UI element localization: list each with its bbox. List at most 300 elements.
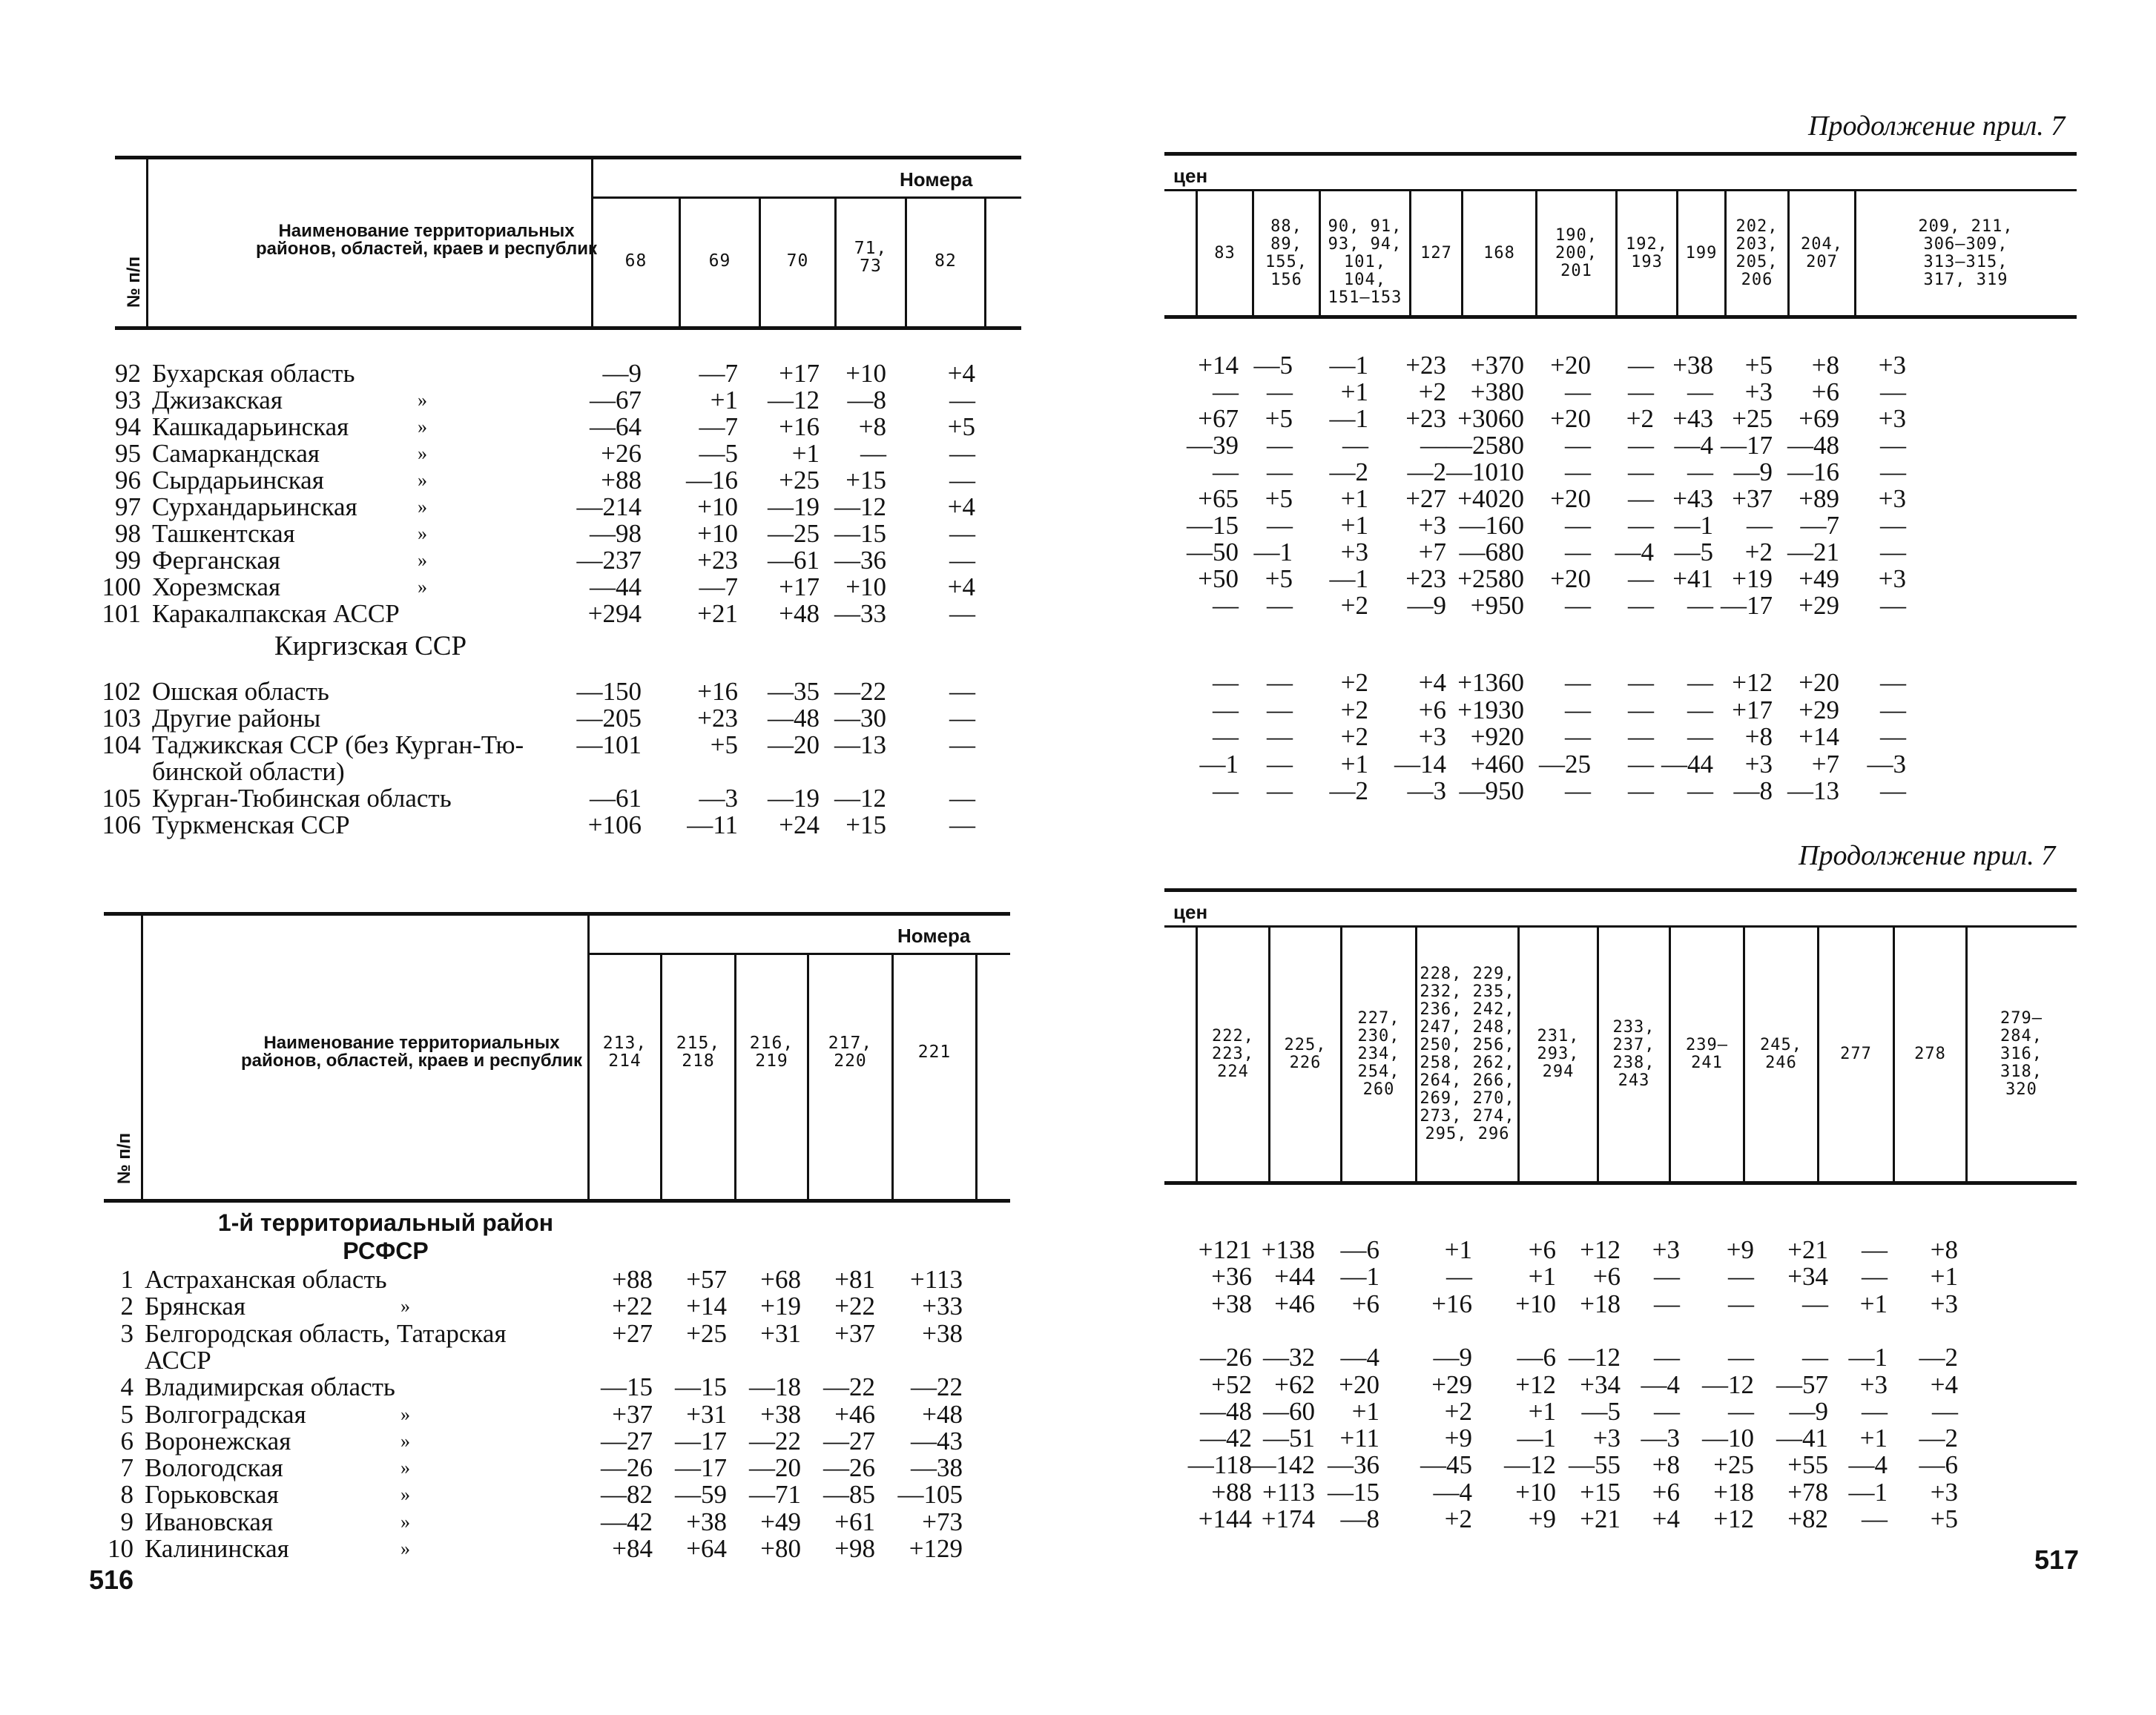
col-header: 83 xyxy=(1214,243,1236,262)
row-number: 5 xyxy=(120,1399,133,1429)
table-row xyxy=(104,1401,1010,1428)
value-cell: +15 xyxy=(845,466,886,495)
table-row xyxy=(104,1481,1010,1508)
value-cell: —160 xyxy=(1459,511,1524,540)
right-bottom-header xyxy=(1164,888,2077,1185)
value-cell: +4020 xyxy=(1457,484,1524,513)
row-number: 8 xyxy=(120,1480,133,1510)
ditto-mark: » xyxy=(400,1403,410,1425)
region-name: Ивановская xyxy=(145,1507,274,1536)
value-cell: —214 xyxy=(576,492,642,521)
value-cell: +3 xyxy=(1878,484,1906,513)
value-cell: +3 xyxy=(1340,538,1368,566)
value-cell: —1 xyxy=(1253,538,1293,566)
value-cell: — xyxy=(949,784,975,813)
value-cell: — xyxy=(1267,749,1293,779)
value-cell: —15 xyxy=(1187,511,1239,540)
value-cell: +380 xyxy=(1470,377,1524,406)
value-cell: +12 xyxy=(1580,1235,1621,1264)
value-cell: +9 xyxy=(1528,1504,1556,1533)
value-cell: — xyxy=(949,466,975,495)
section-title: Киргизская ССР xyxy=(274,631,467,661)
value-cell: —48 xyxy=(1787,431,1839,460)
value-cell: +52 xyxy=(1211,1369,1252,1399)
region-name: Каракалпакская АССР xyxy=(152,599,400,628)
row-number: 10 xyxy=(108,1534,133,1563)
table-row xyxy=(1164,1344,2077,1371)
value-cell: +25 xyxy=(1732,404,1773,433)
value-cell: +1 xyxy=(791,439,820,468)
row-number: 92 xyxy=(115,359,141,388)
table-row xyxy=(115,414,1021,440)
value-cell: —9 xyxy=(602,359,642,388)
value-cell: — xyxy=(1687,457,1713,486)
value-cell: —9 xyxy=(1407,591,1446,620)
value-cell: +4 xyxy=(947,572,975,601)
value-cell: — xyxy=(1862,1235,1888,1264)
col-header: 82 xyxy=(934,251,957,271)
value-cell: +27 xyxy=(1405,484,1446,513)
value-cell: —61 xyxy=(590,784,642,813)
value-cell: +21 xyxy=(1580,1504,1621,1533)
value-cell: +6 xyxy=(1592,1262,1621,1292)
value-cell: +36 xyxy=(1211,1262,1252,1292)
col-header: 277 xyxy=(1840,1045,1872,1063)
value-cell: +7 xyxy=(1418,538,1446,566)
value-cell: +49 xyxy=(760,1507,801,1536)
table-row xyxy=(104,1347,1010,1374)
value-cell: +113 xyxy=(1262,1477,1315,1507)
region-name: Курган-Тюбинская область xyxy=(152,784,452,813)
value-cell: —4 xyxy=(1674,431,1713,460)
table-row xyxy=(102,704,1021,733)
value-cell: —15 xyxy=(834,519,886,548)
value-cell: — xyxy=(1628,749,1654,779)
value-cell: —2 xyxy=(1919,1343,1958,1372)
value-cell: —36 xyxy=(1328,1450,1379,1480)
value-cell: +1930 xyxy=(1457,695,1524,724)
value-cell: +6 xyxy=(1351,1289,1379,1318)
value-cell: —50 xyxy=(1187,538,1239,566)
table-row xyxy=(1164,1369,2077,1399)
value-cell: — xyxy=(949,677,975,706)
value-cell: —35 xyxy=(768,677,820,706)
value-cell: —150 xyxy=(576,677,642,706)
value-cell: +17 xyxy=(1732,695,1773,724)
value-cell: +23 xyxy=(697,704,738,733)
value-cell: — xyxy=(1687,695,1713,724)
value-cell: —12 xyxy=(1702,1369,1754,1399)
value-cell: —10 xyxy=(1702,1424,1754,1453)
value-cell: —26 xyxy=(823,1453,875,1483)
ditto-mark: » xyxy=(400,1430,410,1452)
value-cell: +50 xyxy=(1198,564,1239,593)
value-cell: +2 xyxy=(1340,591,1368,620)
value-cell: —205 xyxy=(576,704,642,733)
value-cell: —1010 xyxy=(1446,457,1524,486)
value-cell: —9 xyxy=(1789,1396,1828,1426)
region-name: АССР xyxy=(145,1345,211,1375)
value-cell: +3 xyxy=(1652,1235,1680,1264)
value-cell: —22 xyxy=(823,1372,875,1402)
table-row xyxy=(115,759,1021,785)
value-cell: — xyxy=(1628,511,1654,540)
value-cell: +5 xyxy=(710,730,738,759)
col-header: 199 xyxy=(1685,243,1718,262)
col-header: 202, 203, 205, 206 xyxy=(1735,217,1778,289)
value-cell: — xyxy=(1862,1262,1888,1292)
table-row xyxy=(1164,1291,2077,1318)
value-cell: — xyxy=(1862,1396,1888,1426)
value-cell: —44 xyxy=(590,572,642,601)
value-cell: —27 xyxy=(823,1426,875,1455)
value-cell: —4 xyxy=(1340,1343,1379,1372)
value-cell: —3 xyxy=(1641,1424,1680,1453)
col-header: 228, 229, 232, 235, 236, 242, 247, 248, 250, 256, 258, 262, 264, 266, 269, 270, 273, 274, 295, 296 xyxy=(1420,965,1515,1143)
table-row xyxy=(115,547,1021,574)
value-cell: —1 xyxy=(1329,404,1368,433)
value-cell: — xyxy=(1880,668,1906,697)
value-cell: —7 xyxy=(699,412,738,441)
value-cell: —98 xyxy=(590,519,642,548)
value-cell: +38 xyxy=(922,1318,963,1348)
table-row xyxy=(102,599,1021,628)
value-cell: — xyxy=(1565,722,1591,751)
value-cell: — xyxy=(1802,1343,1828,1372)
value-cell: — xyxy=(1880,457,1906,486)
value-cell: — xyxy=(949,519,975,548)
value-cell: —55 xyxy=(1569,1450,1621,1480)
value-cell: +49 xyxy=(1799,564,1839,593)
region-name: Сырдарьинская xyxy=(152,466,324,495)
value-cell: +2580 xyxy=(1457,564,1524,593)
value-cell: +14 xyxy=(686,1292,727,1321)
value-cell: +73 xyxy=(922,1507,963,1536)
value-cell: +25 xyxy=(779,466,820,495)
table-row xyxy=(1164,432,2077,459)
value-cell: — xyxy=(949,546,975,575)
col-header: 278 xyxy=(1914,1045,1946,1063)
ditto-mark: » xyxy=(418,389,427,411)
table-row xyxy=(104,1536,1010,1562)
col-header: 215, 218 xyxy=(676,1034,721,1071)
value-cell: +34 xyxy=(1580,1369,1621,1399)
value-cell: —36 xyxy=(834,546,886,575)
table-row xyxy=(1164,486,2077,512)
value-cell: +920 xyxy=(1470,722,1524,751)
col-header: 213, 214 xyxy=(602,1034,647,1071)
value-cell: — xyxy=(1628,776,1654,805)
value-cell: +8 xyxy=(1930,1235,1958,1264)
value-cell: — xyxy=(1267,668,1293,697)
value-cell: +1 xyxy=(1351,1396,1379,1426)
value-cell: +4 xyxy=(947,492,975,521)
value-cell: +20 xyxy=(1339,1369,1379,1399)
value-cell: — xyxy=(1565,668,1591,697)
value-cell: —1 xyxy=(1848,1343,1888,1372)
left-bottom-header xyxy=(104,912,1010,1203)
col-header: 216, 219 xyxy=(749,1034,794,1071)
value-cell: +4 xyxy=(947,359,975,388)
value-cell: —1 xyxy=(1674,511,1713,540)
value-cell: — xyxy=(1267,776,1293,805)
value-cell: —39 xyxy=(1187,431,1239,460)
value-cell: — xyxy=(1446,1262,1472,1292)
value-cell: +22 xyxy=(612,1292,653,1321)
value-cell: —680 xyxy=(1459,538,1524,566)
region-name: Ошская область xyxy=(152,677,329,706)
value-cell: — xyxy=(1267,431,1293,460)
col-header: 127 xyxy=(1420,243,1452,262)
value-cell: +14 xyxy=(1198,351,1239,380)
value-cell: +98 xyxy=(834,1534,875,1563)
value-cell: +17 xyxy=(779,572,820,601)
row-number: 96 xyxy=(115,466,141,495)
value-cell: —22 xyxy=(834,677,886,706)
value-cell: +950 xyxy=(1470,591,1524,620)
value-cell: —27 xyxy=(601,1426,653,1455)
value-cell: +1 xyxy=(1859,1289,1888,1318)
value-cell: —4 xyxy=(1615,538,1654,566)
table-row xyxy=(1164,1398,2077,1425)
ditto-mark: » xyxy=(418,549,427,571)
ditto-mark: » xyxy=(418,469,427,491)
table-row xyxy=(1164,1479,2077,1506)
value-cell: +34 xyxy=(1787,1262,1828,1292)
value-cell: +5 xyxy=(947,412,975,441)
row-number: 9 xyxy=(120,1507,133,1536)
value-cell: +2 xyxy=(1444,1504,1472,1533)
value-cell: —25 xyxy=(1539,749,1591,779)
value-cell: +3060 xyxy=(1457,404,1524,433)
value-cell: —4 xyxy=(1433,1477,1472,1507)
page-number: 516 xyxy=(89,1564,134,1595)
table-row xyxy=(1164,379,2077,406)
value-cell: +6 xyxy=(1528,1235,1556,1264)
value-cell: +3 xyxy=(1592,1424,1621,1453)
table-row xyxy=(1164,406,2077,432)
group-header-nomera: Номера xyxy=(900,168,973,191)
value-cell: +78 xyxy=(1787,1477,1828,1507)
value-cell: +6 xyxy=(1418,695,1446,724)
value-cell: +20 xyxy=(1550,484,1591,513)
value-cell: —7 xyxy=(1800,511,1839,540)
value-cell: — xyxy=(1880,538,1906,566)
value-cell: +1 xyxy=(1340,511,1368,540)
value-cell: — xyxy=(1728,1343,1754,1372)
col-header: 222, 223, 224 xyxy=(1212,1027,1254,1081)
table-row xyxy=(104,1455,1010,1481)
value-cell: —3 xyxy=(1407,776,1446,805)
right-bottom-table xyxy=(1164,888,2077,1556)
value-cell: +84 xyxy=(612,1534,653,1563)
ditto-mark: » xyxy=(418,523,427,544)
value-cell: +16 xyxy=(1431,1289,1472,1318)
ditto-mark: » xyxy=(400,1484,410,1506)
col-header: 231, 293, 294 xyxy=(1537,1027,1580,1081)
value-cell: +1360 xyxy=(1457,668,1524,697)
npp-header: № п/п xyxy=(114,1132,134,1184)
value-cell: +4 xyxy=(1418,668,1446,697)
value-cell: —2 xyxy=(1329,776,1368,805)
col-header: 168 xyxy=(1483,243,1515,262)
value-cell: +3 xyxy=(1744,377,1773,406)
value-cell: —6 xyxy=(1340,1235,1379,1264)
value-cell: +46 xyxy=(834,1399,875,1429)
value-cell: +81 xyxy=(834,1265,875,1294)
right-top-table xyxy=(1164,152,2077,849)
value-cell: +113 xyxy=(910,1265,963,1294)
value-cell: — xyxy=(1880,431,1906,460)
value-cell: —16 xyxy=(686,466,738,495)
value-cell: +3 xyxy=(1859,1369,1888,1399)
value-cell: —2 xyxy=(1407,457,1446,486)
value-cell: +37 xyxy=(834,1318,875,1348)
value-cell: +10 xyxy=(1515,1289,1556,1318)
value-cell: —32 xyxy=(1263,1343,1315,1372)
value-cell: —8 xyxy=(847,386,886,414)
value-cell: +2 xyxy=(1340,668,1368,697)
value-cell: —118 xyxy=(1187,1450,1252,1480)
region-name: Воронежская xyxy=(145,1426,291,1455)
value-cell: — xyxy=(1880,722,1906,751)
value-cell: —61 xyxy=(768,546,820,575)
value-cell: +9 xyxy=(1444,1424,1472,1453)
value-cell: — xyxy=(1565,457,1591,486)
value-cell: —142 xyxy=(1250,1450,1315,1480)
row-number: 106 xyxy=(102,810,141,839)
value-cell: — xyxy=(1565,431,1591,460)
value-cell: — xyxy=(1728,1396,1754,1426)
table-row xyxy=(1164,512,2077,539)
value-cell: +14 xyxy=(1799,722,1839,751)
value-cell: +2 xyxy=(1418,377,1446,406)
region-name: Хорезмская xyxy=(152,572,281,601)
value-cell: +8 xyxy=(1652,1450,1680,1480)
value-cell: — xyxy=(1880,776,1906,805)
value-cell: —44 xyxy=(1661,749,1713,779)
value-cell: +23 xyxy=(1405,564,1446,593)
region-name: Горьковская xyxy=(145,1480,279,1510)
group-header-nomera: Номера xyxy=(897,925,971,947)
value-cell: — xyxy=(1420,431,1446,460)
value-cell: +37 xyxy=(1732,484,1773,513)
value-cell: — xyxy=(1213,668,1239,697)
value-cell: — xyxy=(1213,695,1239,724)
value-cell: —71 xyxy=(749,1480,801,1510)
value-cell: +38 xyxy=(1672,351,1713,380)
value-cell: +10 xyxy=(697,519,738,548)
value-cell: —22 xyxy=(749,1426,801,1455)
value-cell: —30 xyxy=(834,704,886,733)
value-cell: —26 xyxy=(601,1453,653,1483)
value-cell: —15 xyxy=(1328,1477,1379,1507)
value-cell: —2580 xyxy=(1446,431,1524,460)
col-header: 245, 246 xyxy=(1760,1036,1802,1072)
value-cell: —105 xyxy=(897,1480,963,1510)
value-cell: —26 xyxy=(1200,1343,1252,1372)
value-cell: +3 xyxy=(1418,511,1446,540)
value-cell: +460 xyxy=(1470,749,1524,779)
col-header: 221 xyxy=(917,1042,952,1062)
col-header: 279— 284, 316, 318, 320 xyxy=(2000,1009,2043,1099)
value-cell: +3 xyxy=(1418,722,1446,751)
table-row xyxy=(102,677,1021,706)
ditto-mark: » xyxy=(418,576,427,598)
row-number: 2 xyxy=(120,1292,133,1321)
value-cell: — xyxy=(1687,668,1713,697)
value-cell: +22 xyxy=(834,1292,875,1321)
value-cell: —16 xyxy=(1787,457,1839,486)
value-cell: +55 xyxy=(1787,1450,1828,1480)
col-header: 69 xyxy=(708,251,731,271)
value-cell: +2 xyxy=(1626,404,1654,433)
value-cell: —45 xyxy=(1420,1450,1472,1480)
value-cell: +37 xyxy=(612,1399,653,1429)
value-cell: +2 xyxy=(1340,695,1368,724)
value-cell: —42 xyxy=(1200,1424,1252,1453)
value-cell: —1 xyxy=(1329,564,1368,593)
value-cell: +16 xyxy=(779,412,820,441)
value-cell: +3 xyxy=(1878,351,1906,380)
col-header: 71, 73 xyxy=(854,239,888,276)
table-row xyxy=(1164,352,2077,379)
col-header: 70 xyxy=(786,251,809,271)
value-cell: —19 xyxy=(768,492,820,521)
table-row xyxy=(1164,1263,2077,1290)
value-cell: +5 xyxy=(1265,564,1293,593)
table-row xyxy=(1164,724,2077,750)
row-number: 1 xyxy=(120,1265,133,1294)
value-cell: —15 xyxy=(675,1372,727,1402)
value-cell: +17 xyxy=(779,359,820,388)
table-row xyxy=(1164,566,2077,592)
ditto-mark: » xyxy=(400,1538,410,1559)
value-cell: —1 xyxy=(1329,351,1368,380)
col-header: 209, 211, 306—309, 313—315, 317, 319 xyxy=(1918,217,2014,289)
value-cell: +129 xyxy=(909,1534,963,1563)
value-cell: +23 xyxy=(1405,404,1446,433)
table-row xyxy=(104,1509,1010,1536)
row-number: 102 xyxy=(102,677,141,706)
value-cell: +6 xyxy=(1652,1477,1680,1507)
table-row xyxy=(115,360,1021,387)
region-name: Другие районы xyxy=(152,704,321,733)
value-cell: +5 xyxy=(1930,1504,1958,1533)
value-cell: +12 xyxy=(1732,668,1773,697)
table-row xyxy=(102,572,1021,601)
value-cell: +38 xyxy=(1211,1289,1252,1318)
row-number: 97 xyxy=(115,492,141,521)
table-row xyxy=(1164,778,2077,804)
value-cell: — xyxy=(1213,722,1239,751)
value-cell: — xyxy=(1565,377,1591,406)
value-cell: +6 xyxy=(1811,377,1839,406)
value-cell: —13 xyxy=(834,730,886,759)
value-cell: +44 xyxy=(1274,1262,1315,1292)
value-cell: —18 xyxy=(749,1372,801,1402)
value-cell: —33 xyxy=(834,599,886,628)
value-cell: +2 xyxy=(1744,538,1773,566)
value-cell: — xyxy=(949,730,975,759)
table-row xyxy=(1164,751,2077,778)
value-cell: —82 xyxy=(601,1480,653,1510)
region-name: Калининская xyxy=(145,1534,289,1563)
value-cell: +1 xyxy=(1859,1424,1888,1453)
table-row xyxy=(104,1374,1010,1401)
value-cell: +1 xyxy=(710,386,738,414)
right-page xyxy=(1078,0,2156,1715)
